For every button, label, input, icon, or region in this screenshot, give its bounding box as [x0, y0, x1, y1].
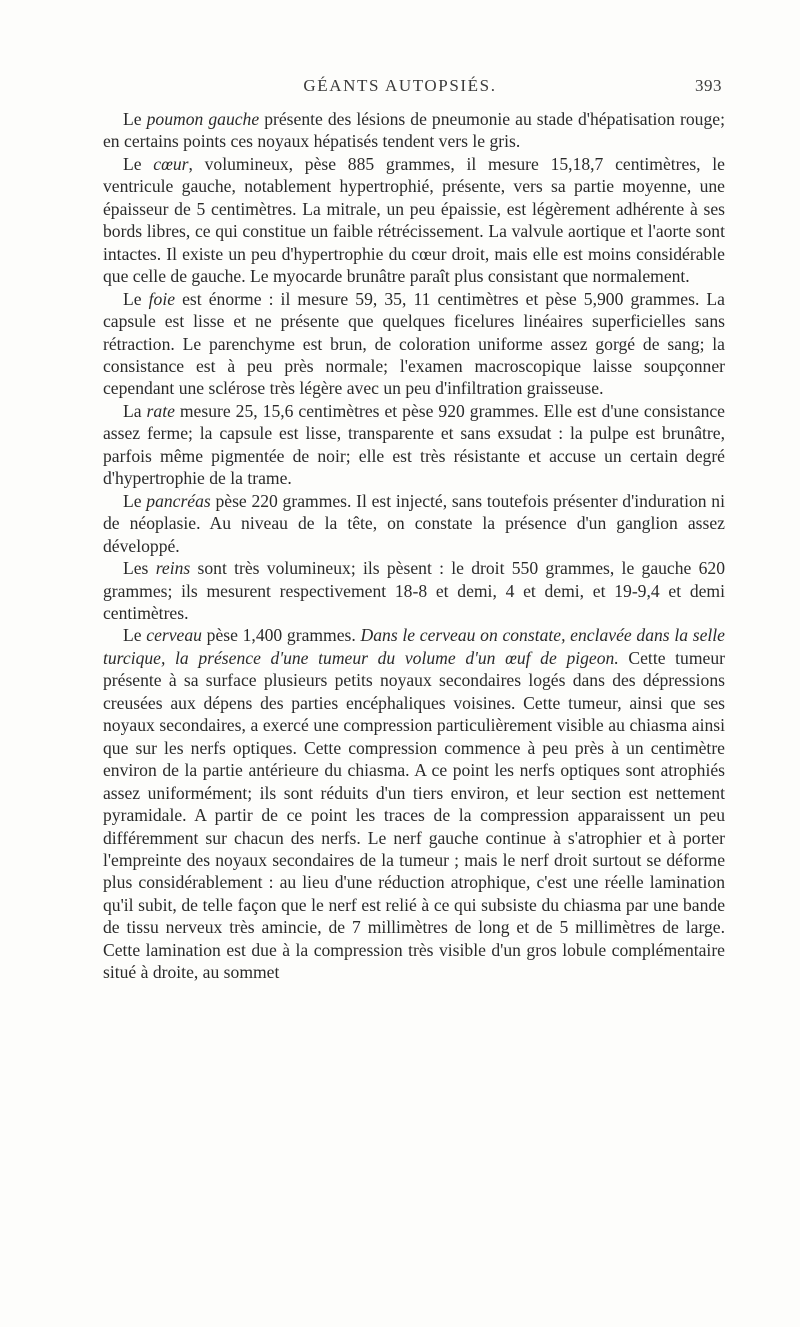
paragraph-foie: [103, 288, 725, 400]
paragraph-text: pèse 1,400 grammes.: [201, 625, 361, 646]
paragraph-pancreas: [103, 490, 725, 557]
paragraph-poumon: [103, 108, 725, 153]
body-text: [103, 108, 725, 984]
paragraph-lead-article: Le: [123, 109, 147, 129]
organ-term-pancreas: pancréas: [146, 490, 211, 511]
paragraph-reins: [103, 557, 725, 624]
organ-term-rate: rate: [146, 400, 175, 421]
paragraph-text: pèse 220 grammes. Il est injecté, sans toutefois présenter d'induration ni de néoplasie. Au niveau de la tête, on constate la présence d'un ganglion assez développé.: [103, 490, 725, 556]
organ-term-poumon: poumon gauche: [146, 109, 260, 129]
paragraph-lead-article: Le: [123, 625, 147, 646]
paragraph-lead-article: La: [123, 400, 147, 421]
organ-term-coeur: cœur: [153, 153, 189, 174]
page-header: [0, 76, 800, 106]
paragraph-cerveau: [103, 624, 725, 983]
paragraph-lead-article: Le: [123, 288, 149, 309]
paragraph-lead-article: Le: [123, 153, 154, 174]
paragraph-text: sont très volumineux; ils pèsent : le droit 550 grammes, le gauche 620 grammes; ils mesurent respectivement 18-8 et demi, 4 et demi, et 19-9,4 et demi centimètres.: [103, 558, 725, 623]
paragraph-rate: [103, 400, 725, 490]
organ-term-reins: reins: [155, 558, 191, 579]
organ-term-foie: foie: [148, 288, 176, 309]
paragraph-lead-article: Le: [123, 490, 147, 511]
paragraph-text: , volumineux, pèse 885 grammes, il mesure 15,18,7 centimètres, le ventricule gauche, notablement hypertrophié, présente, vers sa partie moyenne, une épaisseur de 5 centimètres. La mitrale, un peu épaissie, est légèrement adhérente à ses bords libres, ce qui constitue un faible rétrécissement. La valvule aortique et l'aorte sont intactes. Il existe un peu d'hypertrophie du cœur droit, mais elle est moins considérable que celle de gauche. Le myocarde brunâtre paraît plus consistant que normalement.: [103, 153, 725, 287]
paragraph-text: mesure 25, 15,6 centimètres et pèse 920 grammes. Elle est d'une consistance assez ferme; la capsule est lisse, transparente et sans exsudat : la pulpe est brunâtre, parfois même pigmentée de noir; elle est très résistante et accuse un certain degré d'hypertrophie de la trame.: [103, 400, 725, 489]
paragraph-coeur: [103, 153, 725, 288]
italic-finding: Dans le cerveau on constate, enclavée dans la selle turcique, la présence d'une tumeur du volume d'un œuf de pigeon.: [103, 625, 725, 668]
paragraph-text: présente des lésions de pneumonie au stade d'hépatisation rouge; en certains points ces noyaux hépatisés tendent vers le gris.: [103, 109, 725, 152]
paragraph-text-continued: Cette tumeur présente à sa surface plusieurs petits noyaux secondaires logés dans des dépressions creusées aux dépens des parties encéphaliques voisines. Cette tumeur, ainsi que ses noyaux secondaires, a exercé une compression particulièrement visible au chiasma ainsi que sur les nerfs optiques. Cette compression commence à peu près à un centimètre environ de la partie antérieure du chiasma. A ce point les nerfs optiques sont atrophiés assez uniformément; ils sont réduits d'un tiers environ, et leur section est nettement pyramidale. A partir de ce point les traces de la compression apparaissent un peu différemment sur chacun des nerfs. Le nerf gauche continue à s'atrophier et à porter l'empreinte des noyaux secondaires de la tumeur ; mais le nerf droit surtout se déforme plus considérablement : au lieu d'une réduction atrophique, c'est une réelle lamination qu'il subit, de telle façon que le nerf est relié à ce qui subsiste du chiasma par une bande de tissu nerveux très amincie, de 7 millimètres de long et de 5 millimètres de large. Cette lamination est due à la compression très visible d'un gros lobule complémentaire situé à droite, au sommet: [103, 647, 725, 983]
running-title: GÉANTS AUTOPSIÉS.: [303, 76, 497, 95]
page-number: 393: [695, 76, 722, 95]
paragraph-text: est énorme : il mesure 59, 35, 11 centimètres et pèse 5,900 grammes. La capsule est lisse et ne présente que quelques ficelures linéaires superficielles sans rétraction. Le parenchyme est brun, de coloration uniforme assez gorgé de sang; la consistance est à peu près normale; l'examen macroscopique laisse soupçonner cependant une sclérose très légère avec un peu d'infiltration graisseuse.: [103, 288, 725, 399]
paragraph-lead-article: Les: [123, 558, 156, 579]
organ-term-cerveau: cerveau: [146, 625, 202, 646]
